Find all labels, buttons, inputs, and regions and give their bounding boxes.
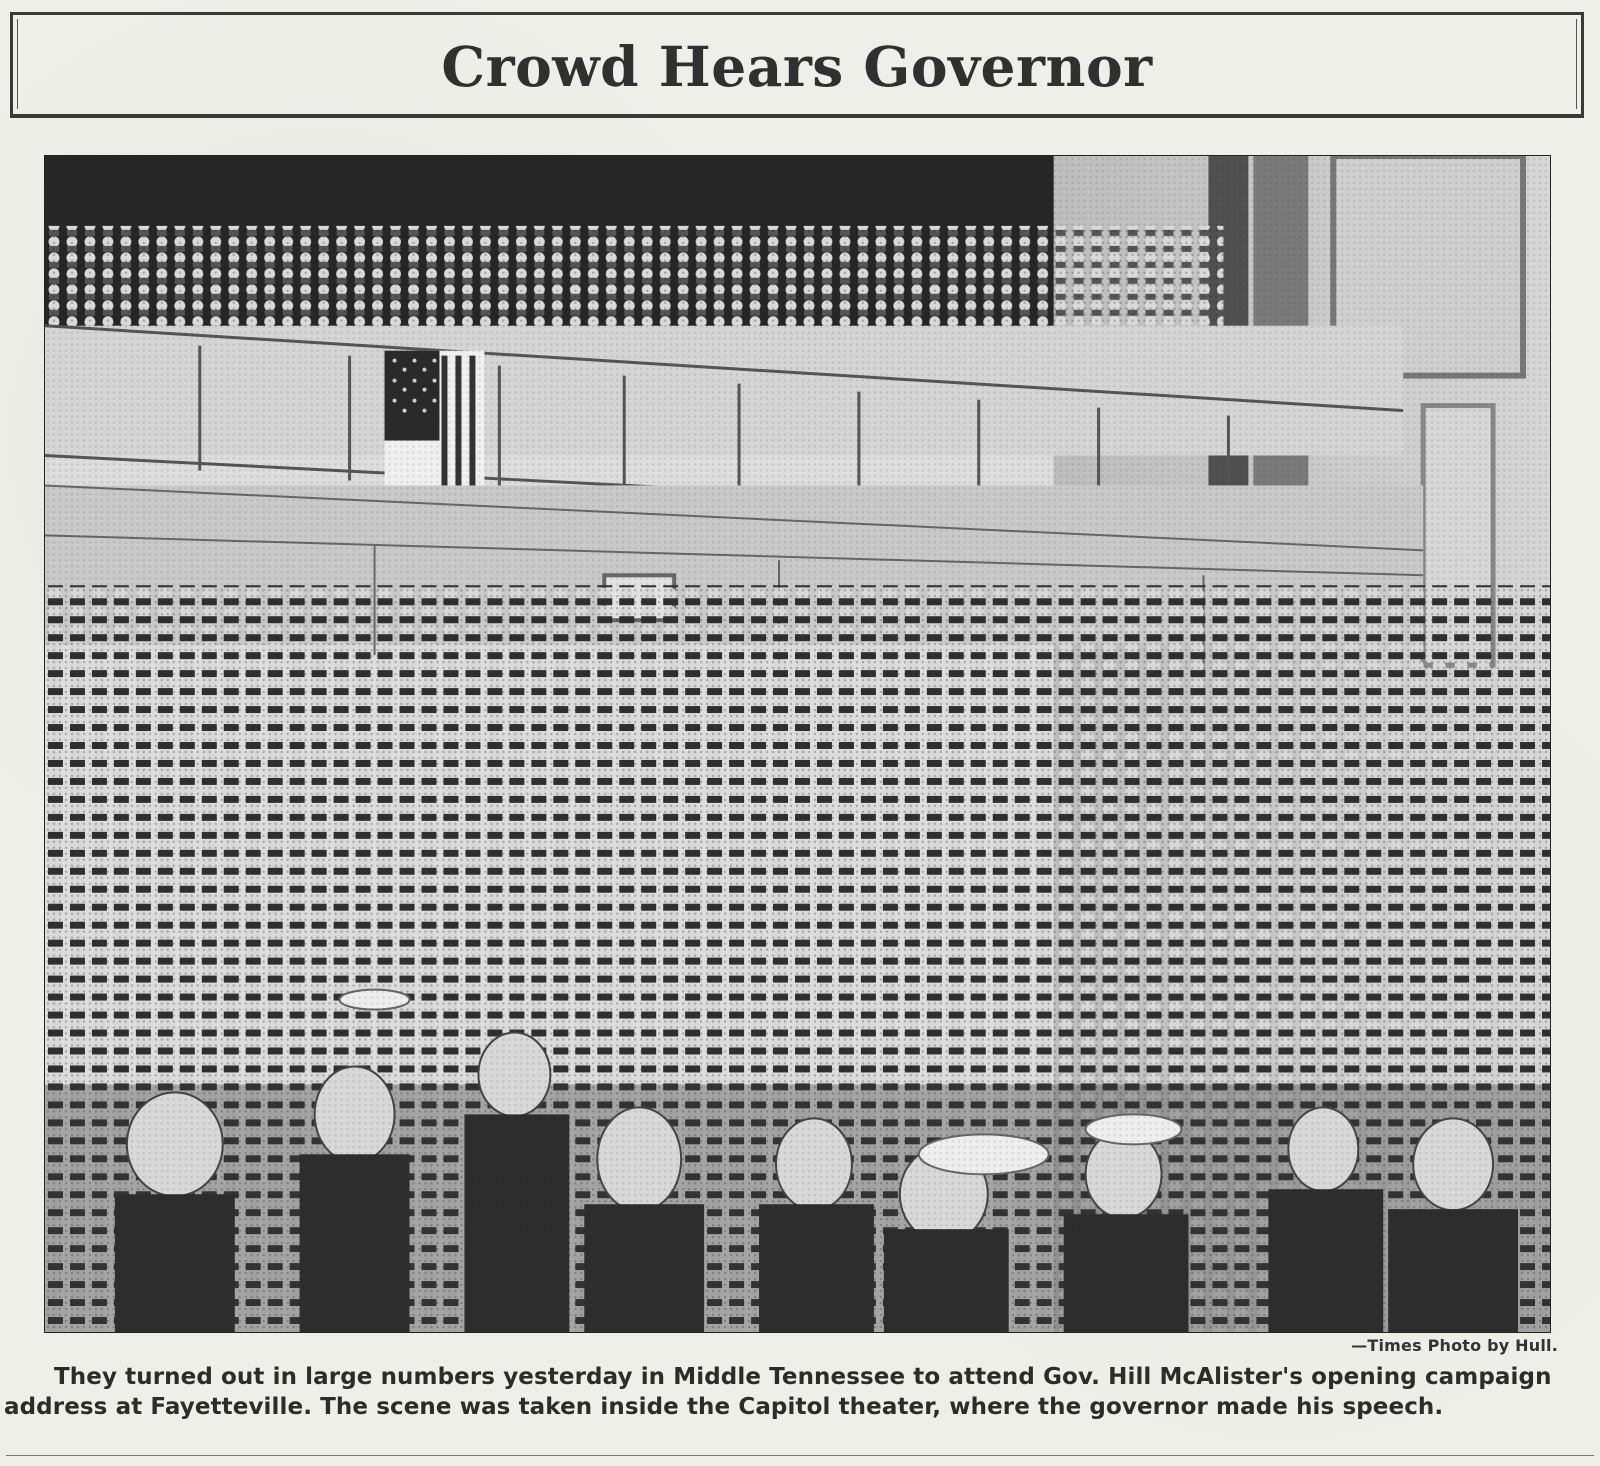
crowd-photo-illustration xyxy=(45,156,1550,1332)
crowd-photo xyxy=(44,155,1551,1333)
caption-line-2: address at Fayetteville. The scene was taken inside the Capitol theater, where the governor made his speech. xyxy=(4,1394,1444,1420)
bottom-rule xyxy=(6,1455,1594,1456)
headline-box xyxy=(10,12,1584,118)
headline: Crowd Hears Governor xyxy=(441,34,1153,99)
caption-line-1: They turned out in large numbers yesterday in Middle Tennessee to attend Gov. Hill McAlister's opening campaign xyxy=(54,1364,1552,1390)
photo-caption xyxy=(4,1362,1592,1422)
photo-credit: —Times Photo by Hull. xyxy=(1351,1336,1558,1355)
